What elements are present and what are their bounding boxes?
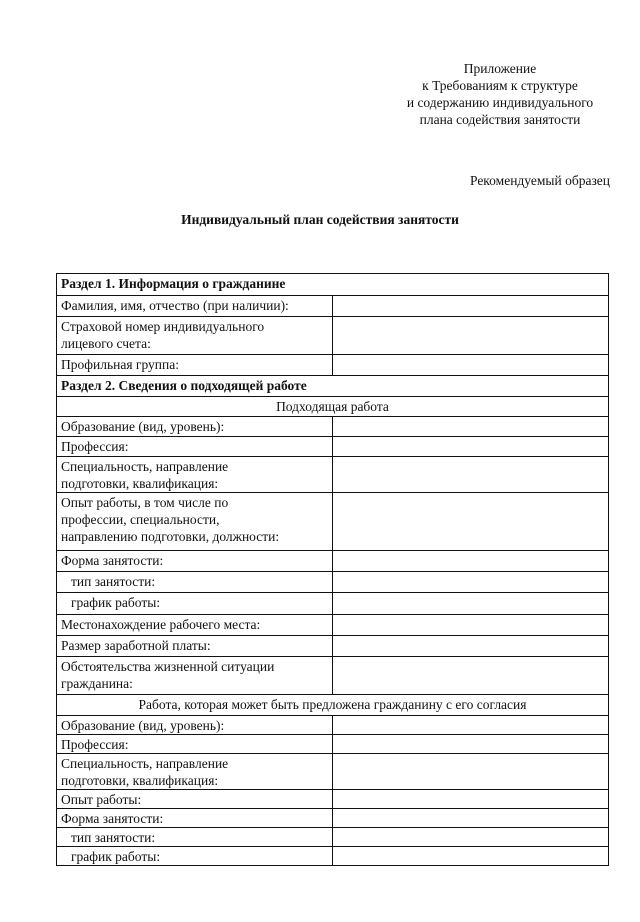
appendix-line-3: и содержанию индивидуального bbox=[406, 95, 594, 110]
profession2-label: Профессия: bbox=[57, 735, 333, 754]
appendix-line-1: Приложение bbox=[463, 61, 537, 76]
subheading-row bbox=[57, 397, 609, 417]
specialty2-label-line-2: подготовки, квалификация: bbox=[61, 773, 219, 788]
specialty2-label-line-1: Специальность, направление bbox=[61, 756, 229, 771]
circumstances-label-line-1: Обстоятельства жизненной ситуации bbox=[61, 659, 275, 674]
schedule2-value-cell[interactable] bbox=[333, 847, 609, 866]
fio-value-cell[interactable] bbox=[333, 296, 609, 317]
appendix-line-2: к Требованиям к структуре bbox=[422, 78, 578, 93]
employment-type2-value-cell[interactable] bbox=[333, 828, 609, 847]
experience-label bbox=[57, 493, 333, 551]
table-row bbox=[57, 657, 609, 695]
table-row bbox=[57, 317, 609, 355]
table-row bbox=[57, 790, 609, 809]
circumstances-label-line-2: гражданина: bbox=[61, 676, 133, 691]
schedule2-label: график работы: bbox=[57, 847, 333, 866]
snils-label bbox=[57, 317, 333, 355]
specialty-label-line-1: Специальность, направление bbox=[61, 459, 229, 474]
table-row bbox=[57, 593, 609, 615]
education-label: Образование (вид, уровень): bbox=[57, 417, 333, 437]
employment-form2-label: Форма занятости: bbox=[57, 809, 333, 828]
experience-label-line-1: Опыт работы, в том числе по bbox=[61, 495, 229, 510]
table-row bbox=[57, 437, 609, 457]
specialty-label-line-2: подготовки, квалификация: bbox=[61, 476, 219, 491]
table-row bbox=[57, 355, 609, 376]
employment-type-label: тип занятости: bbox=[57, 572, 333, 593]
circumstances-value-cell[interactable] bbox=[333, 657, 609, 695]
education2-label: Образование (вид, уровень): bbox=[57, 716, 333, 735]
profession-label: Профессия: bbox=[57, 437, 333, 457]
schedule-value-cell[interactable] bbox=[333, 593, 609, 615]
section2-heading-row bbox=[57, 376, 609, 397]
employment-form-value-cell[interactable] bbox=[333, 551, 609, 572]
table-row bbox=[57, 809, 609, 828]
employment-type-value-cell[interactable] bbox=[333, 572, 609, 593]
employment-form-label: Форма занятости: bbox=[57, 551, 333, 572]
schedule-label: график работы: bbox=[57, 593, 333, 615]
profession-value-cell[interactable] bbox=[333, 437, 609, 457]
salary-value-cell[interactable] bbox=[333, 636, 609, 657]
employment-plan-table bbox=[56, 273, 609, 866]
table-row bbox=[57, 493, 609, 551]
recommended-sample-label: Рекомендуемый образец bbox=[469, 173, 610, 188]
specialty2-label bbox=[57, 754, 333, 790]
table-row bbox=[57, 551, 609, 572]
consent-work-subheading: Работа, которая может быть предложена гражданину с его согласия bbox=[57, 695, 609, 716]
snils-label-line-2: лицевого счета: bbox=[61, 336, 151, 351]
table-row bbox=[57, 716, 609, 735]
table-row bbox=[57, 735, 609, 754]
subheading-row bbox=[57, 695, 609, 716]
specialty2-value-cell[interactable] bbox=[333, 754, 609, 790]
profession2-value-cell[interactable] bbox=[333, 735, 609, 754]
experience-value-cell[interactable] bbox=[333, 493, 609, 551]
table-row bbox=[57, 615, 609, 636]
appendix-note bbox=[380, 60, 620, 128]
section1-heading: Раздел 1. Информация о гражданине bbox=[57, 274, 609, 296]
table-row bbox=[57, 417, 609, 437]
experience-label-line-2: профессии, специальности, bbox=[61, 512, 220, 527]
employment-type2-label: тип занятости: bbox=[57, 828, 333, 847]
suitable-work-subheading: Подходящая работа bbox=[57, 397, 609, 417]
education-value-cell[interactable] bbox=[333, 417, 609, 437]
specialty-label bbox=[57, 457, 333, 493]
document-title: Индивидуальный план содействия занятости bbox=[181, 212, 459, 227]
employment-form2-value-cell[interactable] bbox=[333, 809, 609, 828]
table-row bbox=[57, 457, 609, 493]
education2-value-cell[interactable] bbox=[333, 716, 609, 735]
table-row bbox=[57, 847, 609, 866]
experience-label-line-3: направлению подготовки, должности: bbox=[61, 529, 280, 544]
profile-group-value-cell[interactable] bbox=[333, 355, 609, 376]
profile-group-label: Профильная группа: bbox=[57, 355, 333, 376]
fio-label: Фамилия, имя, отчество (при наличии): bbox=[57, 296, 333, 317]
experience2-value-cell[interactable] bbox=[333, 790, 609, 809]
specialty-value-cell[interactable] bbox=[333, 457, 609, 493]
snils-value-cell[interactable] bbox=[333, 317, 609, 355]
workplace-location-value-cell[interactable] bbox=[333, 615, 609, 636]
snils-label-line-1: Страховой номер индивидуального bbox=[61, 319, 265, 334]
table-row bbox=[57, 828, 609, 847]
table-row bbox=[57, 636, 609, 657]
table-row bbox=[57, 754, 609, 790]
salary-label: Размер заработной платы: bbox=[57, 636, 333, 657]
section2-heading: Раздел 2. Сведения о подходящей работе bbox=[57, 376, 609, 397]
appendix-line-4: плана содействия занятости bbox=[419, 112, 581, 127]
experience2-label: Опыт работы: bbox=[57, 790, 333, 809]
workplace-location-label: Местонахождение рабочего места: bbox=[57, 615, 333, 636]
section1-heading-row bbox=[57, 274, 609, 296]
table-row bbox=[57, 296, 609, 317]
circumstances-label bbox=[57, 657, 333, 695]
table-row bbox=[57, 572, 609, 593]
